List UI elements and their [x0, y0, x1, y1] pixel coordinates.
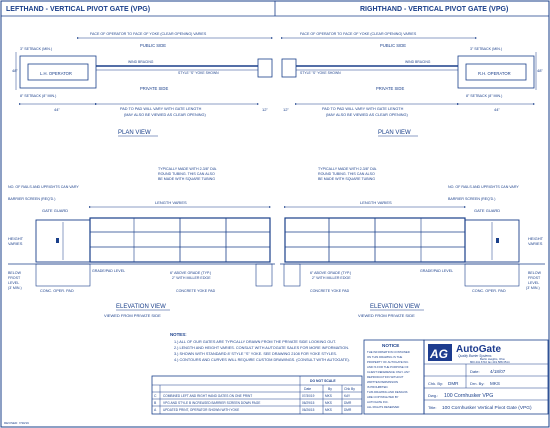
- revision-row-b-desc: VPG AND STYLE B INCREASED BARRIER SCREEN DOWN PAGE: [163, 401, 261, 405]
- left-frost-3: LEVEL: [8, 281, 20, 285]
- drn-label: Drn. By:: [470, 381, 485, 386]
- right-elevation-label: ELEVATION VIEW: [370, 304, 420, 310]
- dwg-value: 100 Cornhusker VPG: [444, 393, 494, 399]
- revision-row-c-desc: COMBINED LEFT AND RIGHT HAND GATES ON ONE PRINT: [163, 394, 253, 398]
- left-barrier-screen: [90, 218, 134, 262]
- left-tubing-1: TYPICALLY MADE WITH 2-3/8" DIA.: [158, 167, 218, 171]
- right-grade-pad: GRADE/PAD LEVEL: [420, 269, 454, 273]
- right-title: RIGHTHAND - VERTICAL PIVOT GATE (VPG): [360, 6, 509, 13]
- do-not-scale: DO NOT SCALE: [310, 379, 336, 383]
- right-setback-3: 3" SETBACK (MIN.): [470, 47, 503, 51]
- right-oper-pad-fill: [465, 264, 519, 286]
- left-setback-3: 3" SETBACK (MIN.): [20, 47, 53, 51]
- left-elevation-label: ELEVATION VIEW: [116, 304, 166, 310]
- notice-line-7: WRITTEN PERMISSION: [367, 380, 399, 384]
- left-above-2: 2" WITH MILLER EDGE: [172, 276, 211, 280]
- revision-row-a-date: 06/26/15: [302, 408, 315, 412]
- left-wind-bracing: WIND BRACING: [128, 60, 154, 64]
- drn-value: MKS: [490, 381, 500, 386]
- revision-row-b-chk: DMR: [344, 401, 352, 405]
- autogate-logo-letters: AG: [430, 347, 448, 361]
- right-height-2: VARIES: [528, 241, 543, 246]
- notice-line-8: IS PROHIBITED.: [367, 385, 389, 389]
- revision-header-date: Date: [304, 387, 312, 391]
- revision-row-a-desc: UPDATED PRINT, OPERATOR SHOWN WITH YOKE: [163, 408, 240, 412]
- right-yoke-style: STYLE "S" YOKE SHOWN: [300, 71, 341, 75]
- chk-value: DMR: [448, 381, 459, 386]
- revised-footer: REVISED: 7/30/19: [4, 421, 29, 425]
- revision-row-a-rev: A: [154, 408, 157, 412]
- right-dim-12: 12": [283, 107, 289, 112]
- title-block: [424, 340, 548, 414]
- left-plan-view: [12, 32, 272, 136]
- left-conc-yoke: CONCRETE YOKE PAD: [176, 289, 216, 293]
- right-height-1: HEIGHT: [528, 236, 544, 241]
- notice-line-5: CLIENT REFERENCE ONLY. ANY: [367, 370, 410, 374]
- notes-block: [170, 332, 350, 362]
- notes-header: NOTES:: [170, 332, 187, 337]
- left-plan-view-label: PLAN VIEW: [118, 130, 151, 136]
- right-dim-48: 48": [537, 68, 543, 73]
- left-dim-44: 44": [54, 107, 60, 112]
- revision-row-c-by: MKS: [325, 394, 332, 398]
- dwg-label: Dwg.:: [428, 393, 439, 398]
- right-frost-2: FROST: [528, 276, 541, 280]
- right-conc-yoke: CONCRETE YOKE PAD: [310, 289, 350, 293]
- revision-row-c-chk: KAY: [344, 394, 351, 398]
- left-tubing-2: ROUND TUBING. THIS CAN ALSO: [158, 172, 215, 176]
- left-height-2: VARIES: [8, 241, 23, 246]
- notice-line-12: ALL RIGHTS RESERVED: [367, 405, 400, 409]
- revision-row-b-date: 06/29/15: [302, 401, 315, 405]
- left-grade-pad: GRADE/PAD LEVEL: [92, 269, 126, 273]
- right-elevation-view: [280, 167, 545, 318]
- left-dim-48: 48": [12, 68, 18, 73]
- right-frost-4: (3' MIN.): [526, 286, 540, 290]
- right-viewed-from: VIEWED FROM PRIVATE SIDE: [358, 313, 415, 318]
- notice-line-9: THIS DRAWING AND DESIGNS: [367, 390, 408, 394]
- left-frost-4: (3' MIN.): [8, 286, 22, 290]
- left-pad-note-2: (MAY ALSO BE VIEWED AS CLEAR OPENING): [124, 113, 206, 117]
- title-label: Title:: [428, 405, 437, 410]
- notice-block: [364, 340, 424, 414]
- right-tubing-3: BE MADE WITH SQUARE TUBING: [318, 177, 376, 181]
- notice-line-10: ARE COPYRIGHTED BY: [367, 395, 399, 399]
- left-viewed-from: VIEWED FROM PRIVATE SIDE: [104, 313, 161, 318]
- note-1: 1.) ALL OF OUR GATES ARE TYPICALLY DRAWN FROM THE PRIVATE SIDE LOOKING OUT.: [174, 340, 336, 344]
- sheet-border: [1, 1, 549, 427]
- note-4: 4.) CONTOURS AND CURVES WILL REQUIRE CUSTOM DRAWINGS. (CONSULT WITH AUTOGATE).: [174, 358, 350, 362]
- left-height-1: HEIGHT: [8, 236, 24, 241]
- left-conc-oper: CONC. OPER. PAD: [40, 289, 74, 293]
- left-barrier-note: BARRIER SCREEN (REQ'D.): [8, 197, 56, 201]
- right-private-side: PRIVATE SIDE: [376, 86, 405, 91]
- right-above-1: 6" ABOVE GRADE (TYP.): [310, 271, 352, 275]
- note-3: 3.) SHOWN WITH STANDARD 8' STYLE "S" YOKE. SEE DRAWING 2108 FOR YOKE STYLES.: [174, 352, 337, 356]
- left-gate-guard: GATE GUARD: [42, 208, 69, 213]
- right-plan-view: [282, 32, 543, 136]
- right-yoke-pad-fill: [284, 264, 300, 286]
- notice-line-4: AND IS FOR THE PURPOSE OF: [367, 365, 409, 369]
- title-value: 100 Cornhusker Vertical Pivot Gate (VPG): [442, 406, 532, 411]
- left-pad-note-1: PAD TO PAD WILL VARY WITH GATE LENGTH: [120, 107, 202, 111]
- left-face-note: FACE OF OPERATOR TO FACE OF YOKE (CLEAR OPENING) VARIES: [90, 32, 207, 36]
- left-yoke-pad: [258, 59, 272, 77]
- notice-line-2: ON THIS DRAWING IS THE: [367, 355, 403, 359]
- note-2: 2.) LENGTH AND HEIGHT VARIES. CONSULT WITH AUTOGATE SALES FOR MORE INFORMATION.: [174, 346, 350, 350]
- autogate-tagline: Quality Barrier Systems: [458, 354, 492, 358]
- left-yoke-pad-fill: [256, 264, 272, 286]
- notice-line-1: THE INFORMATION CONTAINED: [367, 350, 410, 354]
- right-dim-44: 44": [494, 107, 500, 112]
- right-gate-guard: GATE GUARD: [474, 208, 501, 213]
- revision-row-a-by: MKS: [325, 408, 332, 412]
- left-oper-pad-fill: [36, 264, 90, 286]
- chk-label: Chk. By:: [428, 381, 444, 386]
- left-title: LEFTHAND - VERTICAL PIVOT GATE (VPG): [6, 6, 151, 13]
- autogate-address-2: 800.441.6710 fax 419.588.3514: [470, 360, 510, 364]
- right-pad-note-1: PAD TO PAD WILL VARY WITH GATE LENGTH: [322, 107, 404, 111]
- notice-line-3: PROPERTY OF AUTOGATE INC.: [367, 360, 410, 364]
- left-setback-8: 8" SETBACK (8" MIN.): [20, 94, 57, 98]
- notice-line-6: REPRODUCTION WITHOUT: [367, 375, 404, 379]
- right-frost-3: LEVEL: [528, 281, 540, 285]
- left-public-side: PUBLIC SIDE: [140, 43, 167, 48]
- left-dim-12: 12": [262, 107, 268, 112]
- notice-title: NOTICE: [382, 343, 400, 348]
- revision-row-b-rev: B: [154, 401, 157, 405]
- revision-row-c-date: 07/30/19: [302, 394, 315, 398]
- right-tubing-2: ROUND TUBING. THIS CAN ALSO: [318, 172, 375, 176]
- right-public-side: PUBLIC SIDE: [380, 43, 407, 48]
- left-yoke-style: STYLE "S" YOKE SHOWN: [178, 71, 219, 75]
- left-length-varies: LENGTH VARIES: [155, 200, 187, 205]
- right-rails-note: NO. OF RAILS AND UPRIGHTS CAN VARY: [448, 185, 519, 189]
- right-conc-oper: CONC. OPER. PAD: [472, 289, 506, 293]
- left-cabinet-handle: [56, 238, 59, 243]
- left-elevation-view: [8, 167, 275, 318]
- revision-header-chk: Chk By: [344, 387, 355, 391]
- revision-row-b-by: MKS: [325, 401, 332, 405]
- right-above-2: 2" WITH MILLER EDGE: [312, 276, 351, 280]
- left-above-1: 6" ABOVE GRADE (TYP.): [170, 271, 212, 275]
- right-face-note: FACE OF OPERATOR TO FACE OF YOKE (CLEAR OPENING) VARIES: [300, 32, 417, 36]
- autogate-brand: AutoGate: [456, 344, 501, 355]
- right-pad-note-2: (MAY ALSO BE VIEWED AS CLEAR OPENING): [326, 113, 408, 117]
- right-operator-label: R.H. OPERATOR: [478, 71, 511, 76]
- left-rails-note: NO. OF RAILS AND UPRIGHTS CAN VARY: [8, 185, 79, 189]
- left-private-side: PRIVATE SIDE: [140, 86, 169, 91]
- revision-row-a-chk: DMR: [344, 408, 352, 412]
- right-frost-1: BELOW: [528, 271, 541, 275]
- right-barrier-screen: [421, 218, 465, 262]
- right-plan-view-label: PLAN VIEW: [378, 130, 411, 136]
- date-label: Date:: [470, 369, 480, 374]
- revision-row-c-rev: C: [154, 394, 157, 398]
- right-cabinet-handle: [496, 238, 499, 243]
- autogate-address-1: Berlin Heights, Ohio: [480, 357, 505, 361]
- left-frost-1: BELOW: [8, 271, 21, 275]
- revision-table: [152, 376, 362, 414]
- date-value: 4/18/07: [490, 369, 506, 374]
- right-length-varies: LENGTH VARIES: [360, 200, 392, 205]
- revision-header-by: By: [328, 387, 332, 391]
- right-setback-8: 8" SETBACK (8" MIN.): [466, 94, 503, 98]
- left-operator-label: L.H. OPERATOR: [40, 71, 72, 76]
- left-tubing-3: BE MADE WITH SQUARE TUBING: [158, 177, 216, 181]
- right-barrier-note: BARRIER SCREEN (REQ'D.): [448, 197, 496, 201]
- right-yoke-pad: [282, 59, 296, 77]
- notice-line-11: AUTOGATE INC.: [367, 400, 389, 404]
- left-frost-2: FROST: [8, 276, 21, 280]
- right-wind-bracing: WIND BRACING: [405, 60, 431, 64]
- right-tubing-1: TYPICALLY MADE WITH 2-3/8" DIA.: [318, 167, 378, 171]
